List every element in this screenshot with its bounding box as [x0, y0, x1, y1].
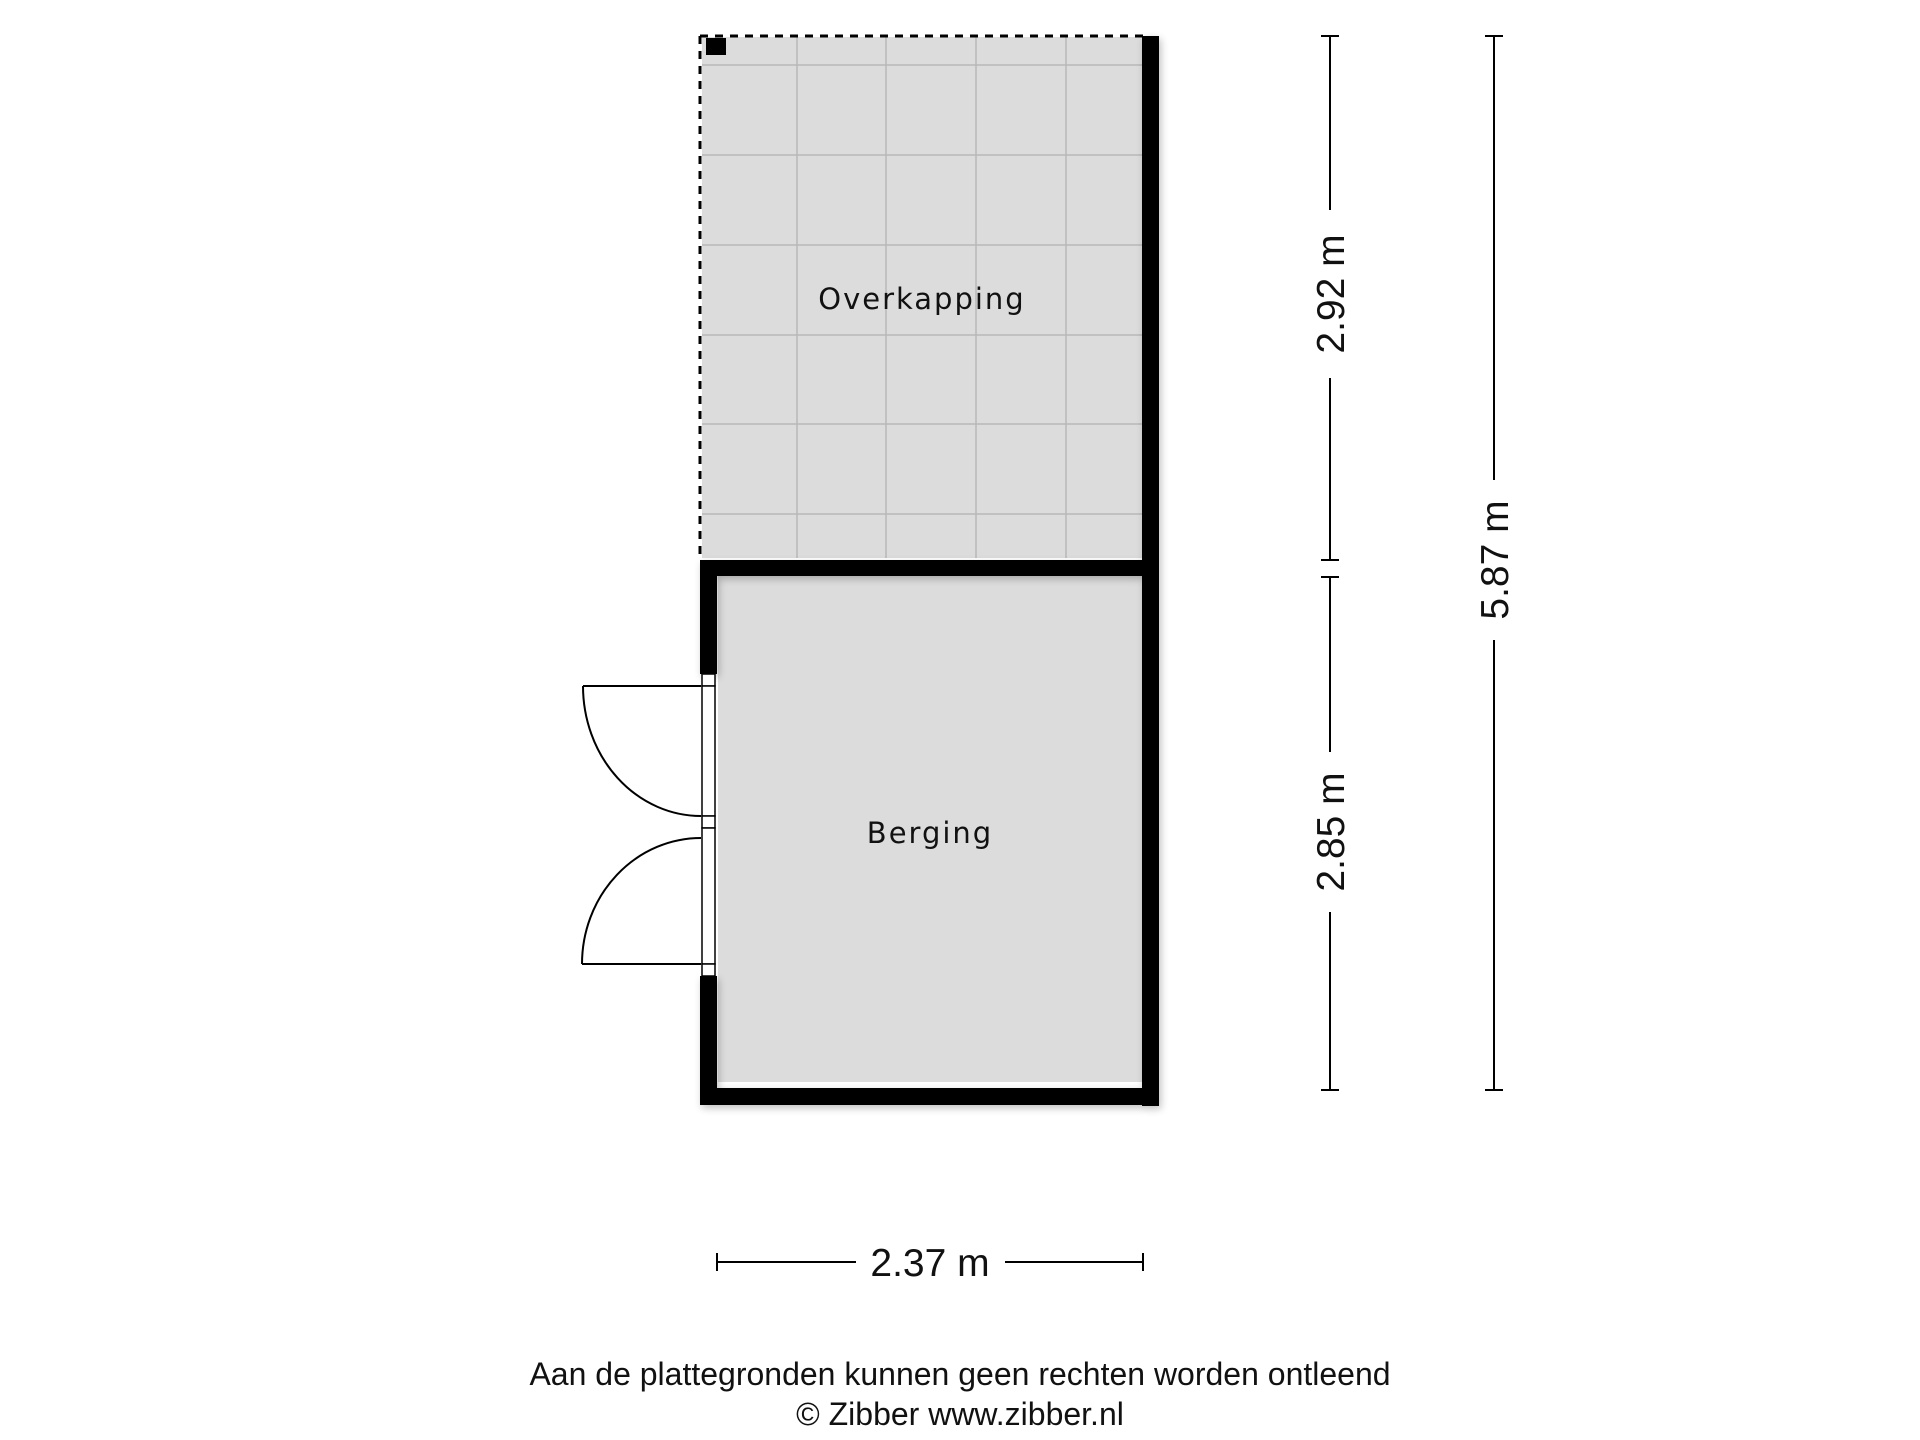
door-swing-lower [582, 838, 701, 964]
disclaimer-text: Aan de plattegronden kunnen geen rechten worden ontleend [529, 1356, 1391, 1392]
dimension-total-depth-label: 5.87 m [1474, 500, 1517, 620]
double-door[interactable] [582, 686, 701, 964]
room-label-berging: Berging [866, 816, 994, 850]
support-post [706, 38, 726, 55]
wall-left-lower [700, 976, 717, 1105]
copyright-text: © Zibber www.zibber.nl [796, 1396, 1124, 1432]
door-swing-upper [583, 686, 701, 816]
wall-bottom [700, 1088, 1159, 1105]
dimension-berging-depth-label: 2.85 m [1310, 772, 1353, 892]
room-label-overkapping: Overkapping [818, 282, 1026, 316]
dimension-overkapping-depth-label: 2.92 m [1310, 234, 1353, 354]
dimension-width-label: 2.37 m [870, 1242, 990, 1285]
door-frame [702, 674, 715, 976]
wall-middle [700, 560, 1159, 576]
wall-left-upper [700, 560, 717, 674]
